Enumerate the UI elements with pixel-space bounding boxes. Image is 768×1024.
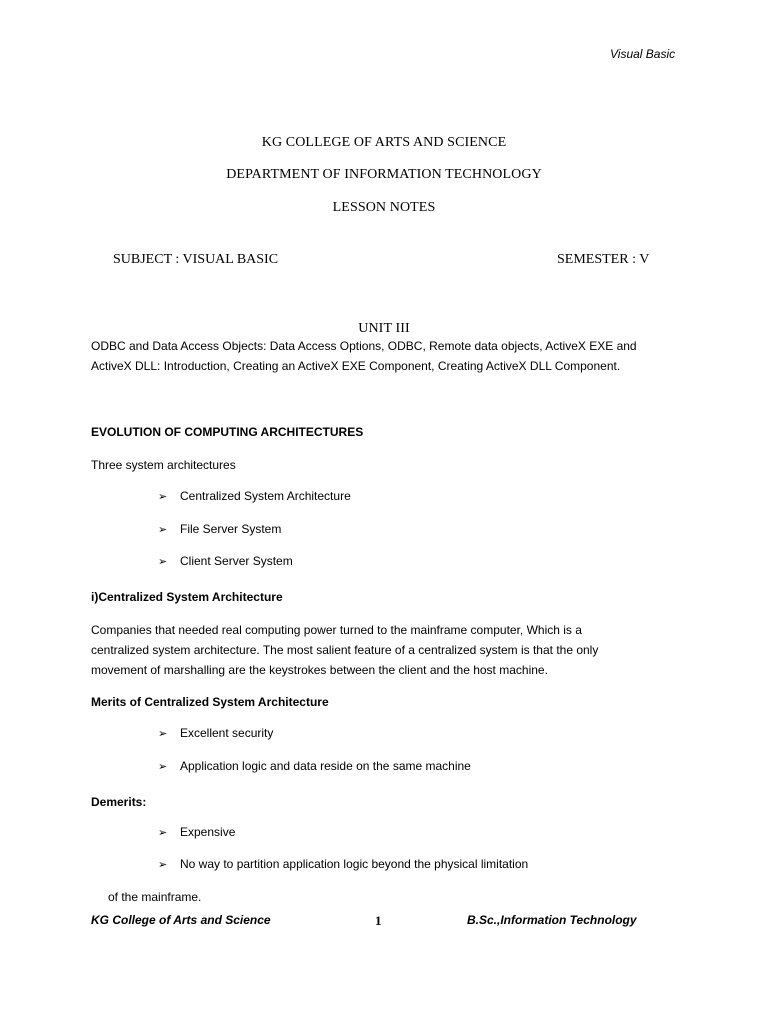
paragraph-line: centralized system architecture. The most salient feature of a centralized system is that the only (91, 643, 599, 657)
unit-title: UNIT III (358, 321, 410, 336)
list-item (158, 489, 351, 503)
section-heading-evolution: EVOLUTION OF COMPUTING ARCHITECTURES (91, 425, 364, 439)
footer-left: KG College of Arts and Science (91, 913, 271, 927)
arrowhead-bullet-icon: ➢ (158, 556, 168, 568)
arrowhead-bullet-icon: ➢ (158, 859, 168, 871)
list-item (158, 554, 293, 568)
list-item (158, 857, 528, 871)
section-heading-centralized: i)Centralized System Architecture (91, 590, 283, 604)
continuation-text: of the mainframe. (108, 890, 202, 904)
paragraph-line: movement of marshalling are the keystrokes between the client and the host machine. (91, 663, 548, 677)
doc-type-title: LESSON NOTES (332, 200, 436, 215)
evolution-intro: Three system architectures (91, 458, 236, 472)
college-title: KG COLLEGE OF ARTS AND SCIENCE (261, 135, 507, 150)
arrowhead-bullet-icon: ➢ (158, 728, 168, 740)
demerits-heading: Demerits: (91, 795, 147, 809)
arrowhead-bullet-icon: ➢ (158, 524, 168, 536)
list-item-text: Application logic and data reside on the same machine (180, 759, 471, 773)
list-item-text: File Server System (180, 522, 282, 536)
syllabus-line-1: ODBC and Data Access Objects: Data Access Options, ODBC, Remote data objects, ActiveX EXE and (91, 339, 637, 353)
list-item-text: No way to partition application logic beyond the physical limitation (180, 857, 529, 871)
list-item (158, 726, 273, 740)
list-item (158, 522, 281, 536)
footer-right: B.Sc.,Information Technology (467, 913, 637, 927)
subject-label: SUBJECT : VISUAL BASIC (113, 252, 279, 267)
merits-heading: Merits of Centralized System Architecture (91, 695, 329, 709)
list-item (158, 759, 471, 773)
department-title: DEPARTMENT OF INFORMATION TECHNOLOGY (226, 167, 542, 182)
arrowhead-bullet-icon: ➢ (158, 491, 168, 503)
syllabus-line-2: ActiveX DLL: Introduction, Creating an ActiveX EXE Component, Creating ActiveX DLL Component. (91, 359, 621, 373)
list-item-text: Client Server System (180, 554, 293, 568)
page-number: 1 (375, 913, 382, 928)
list-item (158, 825, 235, 839)
list-item-text: Expensive (180, 825, 236, 839)
arrowhead-bullet-icon: ➢ (158, 761, 168, 773)
arrowhead-bullet-icon: ➢ (158, 827, 168, 839)
paragraph-line: Companies that needed real computing power turned to the mainframe computer, Which is a (91, 623, 582, 637)
list-item-text: Excellent security (180, 726, 274, 740)
running-header: Visual Basic (610, 47, 676, 61)
list-item-text: Centralized System Architecture (180, 489, 351, 503)
semester-label: SEMESTER : V (557, 252, 650, 267)
